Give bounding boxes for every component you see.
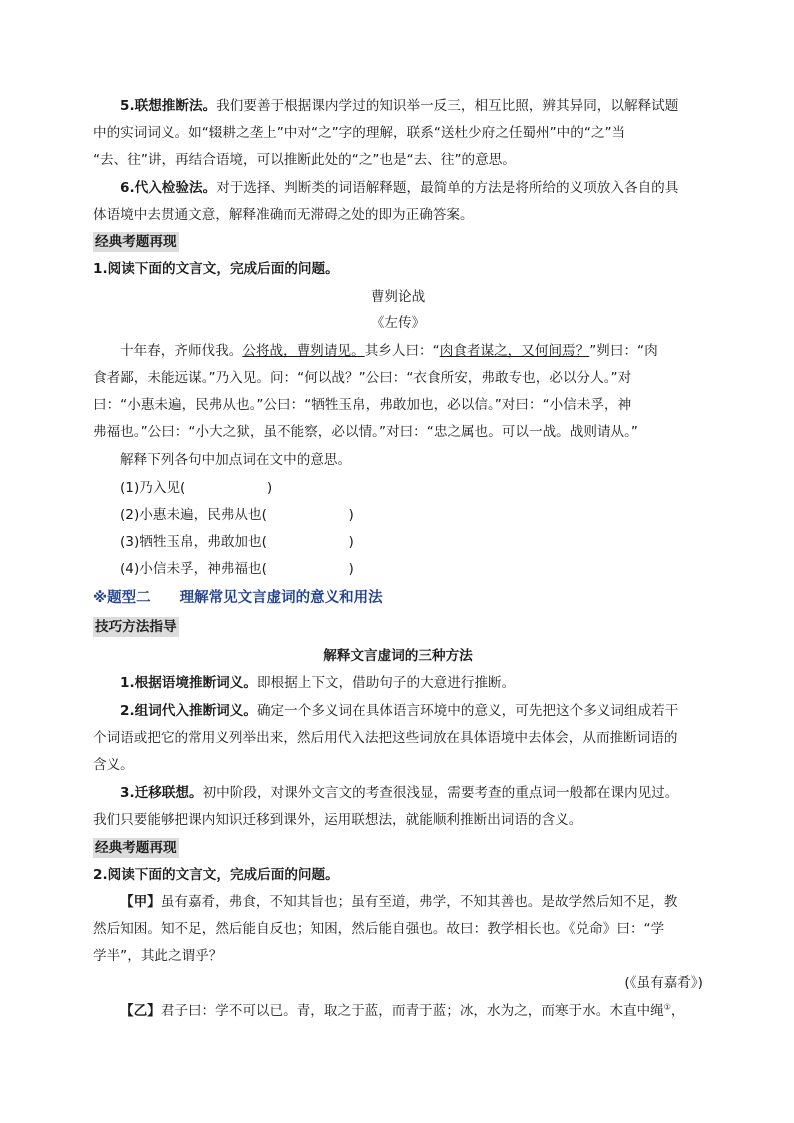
- xu2-line1: [120, 701, 703, 721]
- xu3-line2: 我们只要能够把课内知识迁移到课外，运用联想法，就能顺利推断出词语的含义。: [93, 812, 583, 828]
- q1-prompt: 1.阅读下面的文言文，完成后面的问题。: [93, 261, 339, 277]
- method5-line3: “去、往”讲，再结合语境，可以推断此处的“之”也是“去、往”的意思。: [93, 152, 516, 168]
- q2-prompt: 2.阅读下面的文言文，完成后面的问题。: [93, 867, 339, 883]
- q1-item: (2)小惠未遍，民弗从也( ): [120, 507, 354, 523]
- xu2-body: 确定一个多义词在具体语言环境中的意义，可先把这个多义词组成若干: [256, 703, 679, 719]
- passage1-line3: 曰：“小惠未遍，民弗从也。”公曰：“牺牲玉帛，弗敢加也，必以信。”对曰：“小信未孚，神: [93, 397, 632, 413]
- type2-heading-row: [93, 588, 703, 608]
- method5-line2: 中的实词词义。如“辍耕之垄上”中对“之”字的理解，联系“送杜少府之任蜀州”中的“之”当: [93, 125, 626, 141]
- q1-item: (3)牺牲玉帛，弗敢加也( ): [120, 534, 354, 550]
- three-methods-title: 解释文言虚词的三种方法: [323, 648, 473, 664]
- passage1-text: ”刿曰：“肉: [589, 343, 658, 359]
- xu2-line2: 个词语或把它的常用义列举出来，然后用代入法把这些词放在具体语境中去体会，从而推断词语的: [93, 730, 678, 746]
- method5-head: 5.联想推断法。: [120, 98, 217, 114]
- method6-line1: [120, 178, 703, 198]
- xu2-head: 2.组词代入推断词义。: [120, 703, 257, 719]
- passage1-line4: 弗福也。”公曰：“小大之狱，虽不能察，必以情。”对曰：“忠之属也。可以一战。战则请从。”: [93, 424, 638, 440]
- passage1-line1: [120, 341, 703, 361]
- method6-body: 对于选择、判断类的词语解释题，最简单的方法是将所给的义项放入各自的具: [216, 180, 679, 196]
- section2-heading-row: [93, 838, 703, 858]
- jia-line3: 学半”，其此之谓乎？: [93, 948, 223, 964]
- yi-label: 【乙】: [120, 1003, 161, 1019]
- passage1-title: 曹刿论战: [370, 289, 426, 305]
- q1-item: (4)小信未孚，神弗福也( ): [120, 561, 354, 577]
- xu1-head: 1.根据语境推断词义。: [120, 675, 257, 691]
- xu3-body: 初中阶段，对课外文言文的考查很浅显，需要考查的重点词一般都在课内见过。: [202, 785, 679, 801]
- passage1-text: 其乡人曰：“: [364, 343, 440, 359]
- method6-head: 6.代入检验法。: [120, 180, 217, 196]
- tips-heading-row: [93, 617, 703, 637]
- section-heading: 经典考题再现: [95, 234, 177, 250]
- xu2-line3: 含义。: [93, 757, 134, 773]
- jia-line2: 然后知困。知不足，然后能自反也；知困，然后能自强也。故曰：教学相长也。《兑命》曰：“学: [93, 921, 665, 937]
- xu3-head: 3.迁移联想。: [120, 785, 203, 801]
- q1-instruction: 解释下列各句中加点词在文中的意思。: [120, 452, 352, 468]
- tips-heading: 技巧方法指导: [95, 619, 177, 635]
- method5-body: 我们要善于根据课内学过的知识举一反三，相互比照，辨其异同，以解释试题: [216, 98, 679, 114]
- jia-line1: [120, 892, 703, 912]
- jia-text: 虽有嘉肴，弗食，不知其旨也；虽有至道，弗学，不知其善也。是故学然后知不足，教: [160, 894, 678, 910]
- xu1-body: 即根据上下文，借助句子的大意进行推断。: [256, 675, 516, 691]
- jia-label: 【甲】: [120, 894, 161, 910]
- underlined-sentence: 公将战，曹刿请见。: [242, 343, 365, 359]
- type2-heading: ※题型二 理解常见文言虚词的意义和用法: [93, 590, 383, 606]
- yi-text: 君子曰：学不可以已。青，取之于蓝，而青于蓝；冰，水为之，而寒于水。木直中绳: [160, 1003, 664, 1019]
- section1-heading-row: [93, 232, 703, 252]
- xu3-line1: [120, 783, 703, 803]
- underlined-sentence: 肉食者谋之，又何间焉？: [439, 343, 590, 359]
- section-heading: 经典考题再现: [95, 840, 177, 856]
- yi-text: ，: [670, 1003, 685, 1019]
- passage1-text: 十年春，齐师伐我。: [120, 343, 243, 359]
- passage1-line2: 食者鄙，未能远谋。”乃入见。问：“何以战？”公曰：“衣食所安，弗敢专也，必以分人。”对: [93, 370, 632, 386]
- q1-item: (1)乃入见( ): [120, 480, 273, 496]
- method6-line2: 体语境中去贯通文意，解释准确而无滞碍之处的即为正确答案。: [93, 207, 474, 223]
- yi-line1: [120, 1001, 703, 1021]
- xu1-line: [120, 673, 703, 693]
- jia-source: (《虽有嘉肴》): [624, 975, 703, 991]
- footnote-marker: ①: [663, 1002, 671, 1012]
- method5-line1: [120, 96, 703, 116]
- passage1-source: 《左传》: [370, 315, 426, 331]
